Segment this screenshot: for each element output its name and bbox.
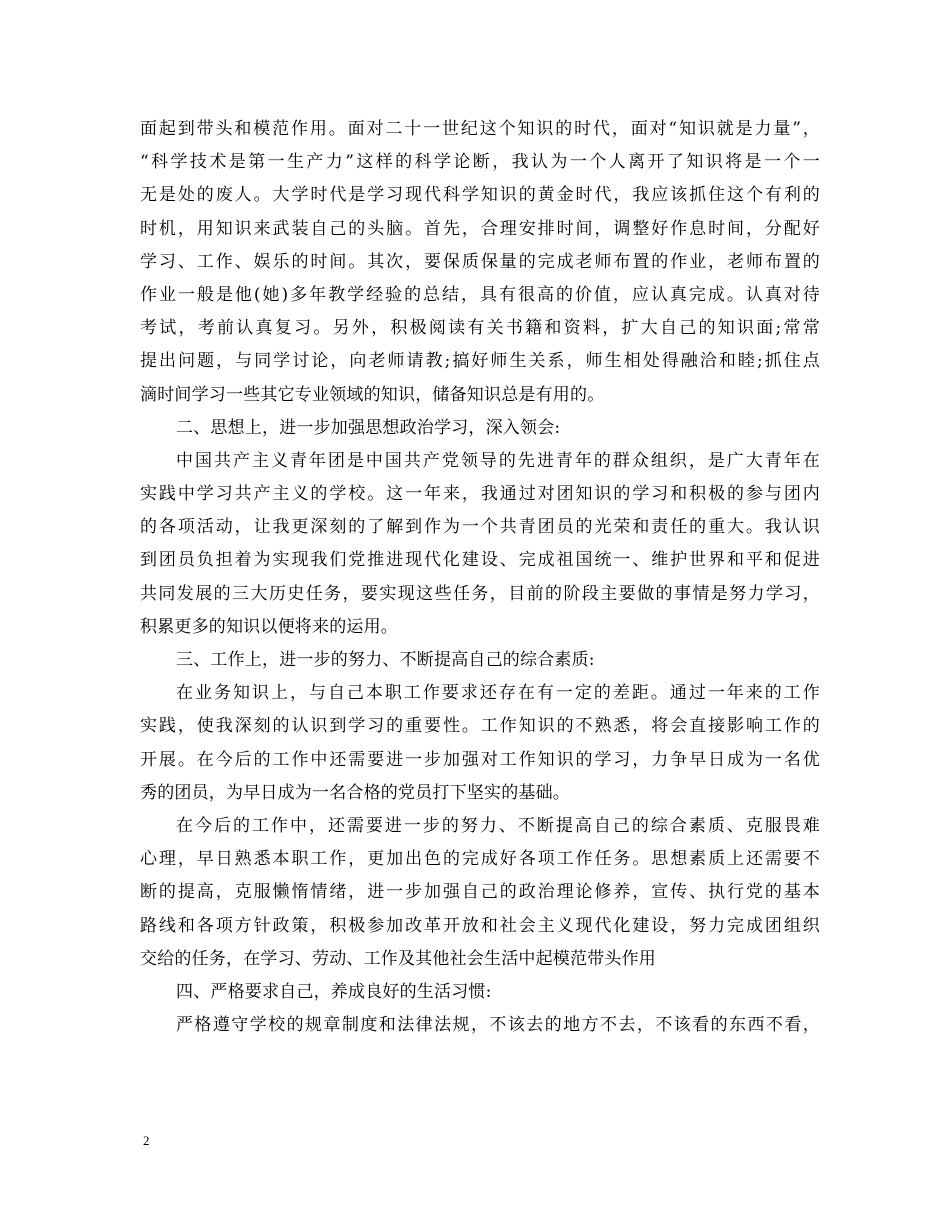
paragraph [140, 644, 820, 677]
body-text [140, 113, 820, 1042]
paragraph [140, 976, 820, 1009]
text-line: 考试，考前认真复习。另外，积极阅读有关书籍和资料，扩大自己的知识面;常常 [140, 318, 820, 339]
text-line: 的各项活动，让我更深刻的了解到作为一个共青团员的光荣和责任的重大。我认识 [140, 517, 820, 538]
text-line: 心理，早日熟悉本职工作，更加出色的完成好各项工作任务。思想素质上还需要不 [140, 849, 820, 870]
text-line: 路线和各项方针政策，积极参加改革开放和社会主义现代化建设，努力完成团组织 [140, 915, 820, 936]
text-line: 积累更多的知识以便将来的运用。 [140, 616, 398, 637]
page-number: 2 [143, 1133, 150, 1148]
text-line: 四、严格要求自己，养成良好的生活习惯: [176, 981, 492, 1002]
paragraph [140, 677, 820, 810]
text-line: 在业务知识上，与自己本职工作要求还存在有一定的差距。通过一年来的工作 [176, 683, 820, 704]
text-line: 到团员负担着为实现我们党推进现代化建设、完成祖国统一、维护世界和平和促进 [140, 550, 820, 571]
text-line: 在今后的工作中，还需要进一步的努力、不断提高自己的综合素质、克服畏难 [176, 815, 820, 836]
paragraph [140, 113, 820, 412]
text-line: 学习、工作、娱乐的时间。其次，要保质保量的完成老师布置的作业，老师布置的 [140, 251, 820, 272]
text-line: 秀的团员，为早日成为一名合格的党员打下坚实的基础。 [140, 782, 570, 803]
text-line: 无是处的废人。大学时代是学习现代科学知识的黄金时代，我应该抓住这个有利的 [140, 185, 820, 206]
paragraph [140, 1009, 820, 1042]
text-line: 共同发展的三大历史任务，要实现这些任务，目前的阶段主要做的事情是努力学习， [140, 583, 820, 604]
text-line: 断的提高，克服懒惰情绪，进一步加强自己的政治理论修养，宣传、执行党的基本 [140, 882, 820, 903]
text-line: 严格遵守学校的规章制度和法律法规，不该去的地方不去，不该看的东西不看， [176, 1015, 820, 1036]
text-line: 实践，使我深刻的认识到学习的重要性。工作知识的不熟悉，将会直接影响工作的 [140, 716, 820, 737]
text-line: 提出问题，与同学讨论，向老师请教;搞好师生关系，师生相处得融洽和睦;抓住点 [140, 351, 820, 372]
paragraph [140, 810, 820, 976]
text-line: 滴时间学习一些其它专业领域的知识，储备知识总是有用的。 [140, 384, 605, 405]
text-line: 时机，用知识来武装自己的头脑。首先，合理安排时间，调整好作息时间，分配好 [140, 218, 820, 239]
text-line: 交给的任务，在学习、劳动、工作及其他社会生活中起模范带头作用 [140, 948, 656, 969]
text-line: 面起到带头和模范作用。面对二十一世纪这个知识的时代，面对“知识就是力量”， [140, 119, 820, 139]
text-line: 中国共产主义青年团是中国共产党领导的先进青年的群众组织，是广大青年在 [176, 450, 820, 471]
text-line: 作业一般是他(她)多年教学经验的总结，具有很高的价值，应认真完成。认真对待 [140, 284, 820, 305]
paragraph [140, 412, 820, 445]
paragraph [140, 445, 820, 644]
text-line: 开展。在今后的工作中还需要进一步加强对工作知识的学习，力争早日成为一名优 [140, 749, 820, 770]
text-line: 三、工作上，进一步的努力、不断提高自己的综合素质: [176, 650, 595, 670]
text-line: 实践中学习共产主义的学校。这一年来，我通过对团知识的学习和积极的参与团内 [140, 484, 820, 505]
text-line: 二、思想上，进一步加强思想政治学习，深入领会: [176, 417, 561, 438]
text-line: “科学技术是第一生产力”这样的科学论断，我认为一个人离开了知识将是一个一 [140, 152, 820, 173]
